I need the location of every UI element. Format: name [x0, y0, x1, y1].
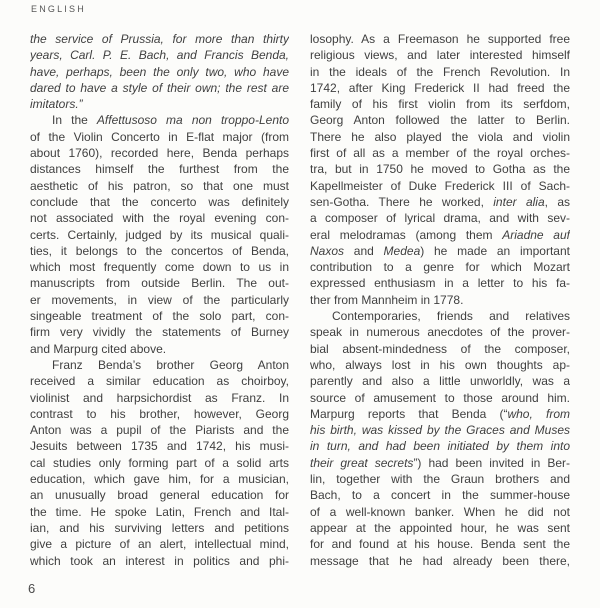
text-line [30, 112, 289, 128]
text-line [310, 455, 570, 471]
text-segment: ther from Mannheim in 1778. [310, 292, 464, 307]
text-line [30, 373, 289, 389]
text-segment: dared to have a style of their own; the rest are [30, 80, 289, 95]
text-line [310, 406, 570, 422]
text-line [30, 129, 289, 145]
text-segment: his birth, was kissed by the Graces and Muses [310, 423, 570, 438]
text-line [310, 178, 570, 194]
text-line [310, 308, 570, 324]
text-segment: Affettusoso ma non troppo-Lento [96, 113, 289, 128]
text-segment: Anton was a pupil of the Piarists and the [30, 423, 289, 438]
text-segment: eral melodramas (among them [310, 227, 503, 242]
text-segment: received a similar education as choirboy, [30, 374, 289, 389]
text-line [310, 275, 570, 291]
text-line [30, 406, 289, 422]
text-line [310, 471, 570, 487]
text-segment: sen-Gotha. There he worked, [310, 194, 494, 209]
text-line [30, 471, 289, 487]
text-line [30, 243, 289, 259]
text-segment: Jesuits between 1735 and 1742, his musi- [30, 439, 289, 454]
text-segment: firm very vividly the statements of Burney [30, 325, 289, 340]
text-segment: manuscripts from outside Berlin. The out- [30, 276, 289, 291]
text-line [310, 161, 570, 177]
text-segment: violinist and harpsichordist as Franz. In [30, 390, 289, 405]
text-line [30, 504, 289, 520]
text-line [30, 487, 289, 503]
text-segment: Franz Benda’s brother Georg Anton [52, 357, 289, 372]
text-segment: about 1760), recorded here, Benda perhaps [30, 146, 289, 161]
text-segment: Bach, to a concert in the summer-house [310, 488, 570, 503]
text-segment: an unusually broad general education for [30, 488, 289, 503]
text-line [310, 438, 570, 454]
text-line [310, 292, 570, 308]
text-segment: the service of Prussia, for more than thirty [30, 32, 289, 46]
text-line [30, 47, 289, 63]
text-line [310, 129, 570, 145]
text-segment: message that he had already been there, [310, 553, 570, 568]
text-segment: expressed enthusiasm in a letter to his fa- [310, 276, 570, 291]
text-line [310, 210, 570, 226]
text-segment: Naxos [310, 243, 345, 258]
text-line [30, 422, 289, 438]
text-line [30, 210, 289, 226]
text-segment: Georg Anton followed the latter to Berlin. [310, 113, 570, 128]
text-segment: source of amusement to those around him. [310, 390, 570, 405]
text-line [30, 536, 289, 552]
text-line [310, 536, 570, 552]
text-line [310, 64, 570, 80]
text-segment: who, always lost in his own thoughts ap- [310, 357, 570, 372]
text-segment: appear at the appointed hour, he was sent [310, 520, 570, 535]
text-segment: family of his first violin from its serfdom, [310, 97, 570, 112]
text-segment: which took an interest in politics and phi- [30, 553, 289, 568]
text-line [310, 504, 570, 520]
text-segment: contrast to his brother, however, Georg [30, 406, 289, 421]
text-line [30, 178, 289, 194]
text-segment: of the Violin Concerto in E-flat major (from [30, 129, 289, 144]
text-line [30, 357, 289, 373]
text-segment: give a picture of an alert, intellectual mind, [30, 537, 289, 552]
text-segment: contribution to a genre for which Mozart [310, 260, 570, 275]
text-segment: for and found at his house. Benda sent the [310, 537, 570, 552]
text-line [30, 64, 289, 80]
text-line [30, 455, 289, 471]
text-segment: losophy. As a Freemason he supported free [310, 32, 570, 46]
text-line [30, 341, 289, 357]
text-segment: 1742, after King Frederick II had freed the [310, 80, 570, 95]
text-line [30, 227, 289, 243]
text-segment: imitators.” [30, 97, 83, 112]
text-line [310, 96, 570, 112]
text-line [310, 259, 570, 275]
text-segment: the time. He spoke Latin, French and Ital- [30, 504, 289, 519]
text-segment: Ariadne auf [502, 227, 570, 242]
text-segment: bial absent-mindedness of the composer, [310, 341, 570, 356]
text-segment: inter alia [493, 194, 545, 209]
text-segment: which most frequently come down to us in [30, 260, 289, 275]
text-segment: parently and also a little unworldly, was a [310, 374, 570, 389]
text-line [30, 161, 289, 177]
text-segment: Contemporaries, friends and relatives [332, 309, 570, 324]
text-segment: tra, but in 1750 he moved to Gotha as the [310, 162, 570, 177]
text-line [310, 422, 570, 438]
text-columns [30, 31, 570, 569]
text-line [310, 194, 570, 210]
text-line [310, 357, 570, 373]
text-segment: Marpurg reports that Benda (“ [310, 406, 508, 421]
text-segment: a composer of lyrical drama, and with sev- [310, 211, 570, 226]
language-header: ENGLISH [31, 4, 86, 14]
text-line [30, 292, 289, 308]
text-line [310, 487, 570, 503]
text-line [310, 324, 570, 340]
text-segment: Medea [383, 243, 421, 258]
text-segment: of a well-known banker. When he did not [310, 504, 570, 519]
text-line [30, 275, 289, 291]
text-line [310, 112, 570, 128]
text-segment: education, which gave him, for a musician, [30, 472, 289, 487]
text-segment: ”) had been invited in Ber- [413, 455, 570, 470]
text-line [310, 553, 570, 569]
text-segment: religious views, and later interested himself [310, 48, 570, 63]
text-line [30, 390, 289, 406]
text-segment: and [344, 243, 384, 258]
text-segment: ties, it belongs to the concertos of Benda, [30, 243, 289, 258]
text-segment: singeable treatment of the solo part, con- [30, 309, 289, 324]
text-line [30, 194, 289, 210]
text-segment: and Marpurg cited above. [30, 341, 167, 356]
text-segment: distances himself the furthest from the [30, 162, 289, 177]
text-segment: There he also played the viola and violin [310, 129, 570, 144]
text-segment: certs. Certainly, judged by its musical quali- [30, 227, 289, 242]
text-line [30, 324, 289, 340]
text-line [310, 227, 570, 243]
text-line [310, 520, 570, 536]
text-line [310, 341, 570, 357]
text-segment: in the ideals of the French Revolution. In [310, 64, 570, 79]
text-line [30, 308, 289, 324]
text-line [30, 96, 289, 112]
text-segment: speak in numerous anecdotes of the prover- [310, 325, 570, 340]
text-line [310, 47, 570, 63]
text-segment: have, perhaps, been the only two, who have [30, 64, 289, 79]
text-segment: Kapellmeister of Duke Frederick III of Sach- [310, 178, 570, 193]
text-line [30, 520, 289, 536]
text-line [310, 390, 570, 406]
text-segment: In the [52, 113, 97, 128]
text-line [30, 259, 289, 275]
text-line [310, 145, 570, 161]
text-segment: , as [544, 194, 570, 209]
text-line [310, 373, 570, 389]
text-segment: aesthetic of his patron, so that one must [30, 178, 289, 193]
text-line [30, 438, 289, 454]
text-line [30, 31, 289, 47]
text-segment: who, from [507, 406, 570, 421]
text-segment: cal studies only forming part of a solid arts [30, 455, 289, 470]
text-segment: first of all as a member of the royal orches- [310, 146, 570, 161]
text-segment: not associated with the royal evening con- [30, 211, 289, 226]
text-segment: lin, together with the Graun brothers and [310, 472, 570, 487]
text-line [310, 243, 570, 259]
text-line [30, 80, 289, 96]
right-column [310, 31, 570, 569]
page-number: 6 [28, 581, 36, 596]
text-segment: years, Carl. P. E. Bach, and Francis Benda, [30, 48, 289, 63]
text-segment: their great secrets [310, 455, 414, 470]
left-column [30, 31, 289, 569]
text-segment: er movements, in view of the particularly [30, 292, 289, 307]
text-segment: in turn, and had been initiated by them into [310, 439, 570, 454]
text-line [310, 31, 570, 47]
text-segment: ) he made an important [420, 243, 570, 258]
text-line [30, 145, 289, 161]
text-segment: ian, and his surviving letters and petitions [30, 520, 289, 535]
text-segment: conclude that the concerto was definitely [30, 194, 289, 209]
text-line [30, 553, 289, 569]
text-line [310, 80, 570, 96]
